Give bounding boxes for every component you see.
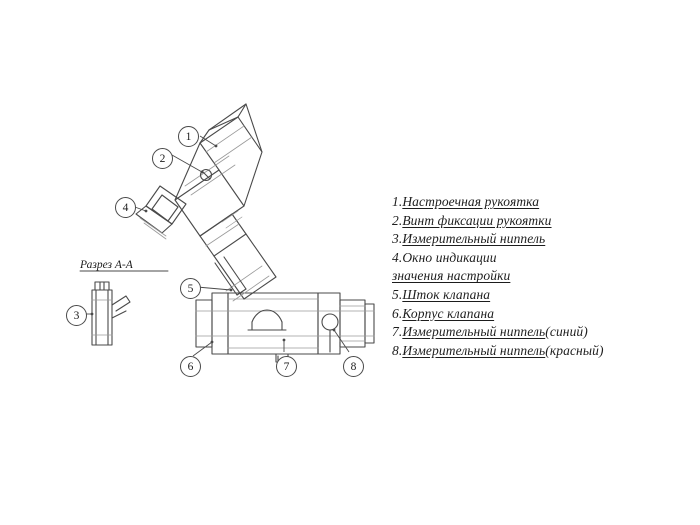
legend-item-2	[392, 212, 682, 231]
callout-6: 6	[180, 356, 201, 377]
legend-item-2-label: Винт фиксации рукоятки	[402, 212, 552, 228]
legend-item-4	[392, 249, 682, 268]
legend-item-7-number: 7.	[392, 324, 403, 340]
callout-3: 3	[66, 305, 87, 326]
section-view-label: Разрез А-А	[80, 259, 133, 271]
legend-item-6-label: Корпус клапана	[402, 305, 495, 321]
legend-item-5-label: Шток клапана	[402, 286, 491, 302]
legend-item-8-suffix: (красный)	[545, 342, 604, 358]
legend-item-3-label: Измерительный ниппель	[402, 231, 546, 247]
legend-item-2-number: 2.	[392, 212, 403, 228]
legend-list	[392, 193, 682, 360]
legend-item-8-number: 8.	[392, 342, 403, 358]
callout-5: 5	[180, 278, 201, 299]
callout-8: 8	[343, 356, 364, 377]
legend-item-1	[392, 193, 682, 212]
handle-top-cap	[200, 104, 262, 152]
callout-4: 4	[115, 197, 136, 218]
valve-body-outline	[196, 293, 374, 354]
legend-item-7	[392, 323, 682, 342]
legend-item-4-number: 4.	[392, 249, 403, 265]
legend-item-3	[392, 230, 682, 249]
legend-item-4-continuation	[392, 267, 682, 286]
legend-item-8-label: Измерительный ниппель	[402, 342, 546, 358]
legend-item-6	[392, 305, 682, 324]
legend-item-8	[392, 342, 682, 361]
legend-item-1-number: 1.	[392, 194, 403, 209]
legend-item-4-label-line2: значения настройки	[392, 268, 511, 284]
legend-item-7-label: Измерительный ниппель	[402, 324, 546, 340]
valve-seat	[248, 310, 286, 330]
callout-7: 7	[276, 356, 297, 377]
legend-item-3-number: 3.	[392, 231, 403, 247]
valve-neck	[200, 214, 276, 299]
callout-2: 2	[152, 148, 173, 169]
legend-item-1-label: Настроечная рукоятка	[402, 194, 540, 209]
legend-item-5	[392, 286, 682, 305]
legend-item-6-number: 6.	[392, 305, 403, 321]
callout-1: 1	[178, 126, 199, 147]
section-detail-nipple	[92, 282, 130, 345]
leader-lines	[82, 136, 349, 356]
legend-item-5-number: 5.	[392, 286, 403, 302]
legend-item-4-label: Окно индикации	[402, 249, 497, 265]
legend-item-7-suffix: (синий)	[545, 324, 588, 340]
